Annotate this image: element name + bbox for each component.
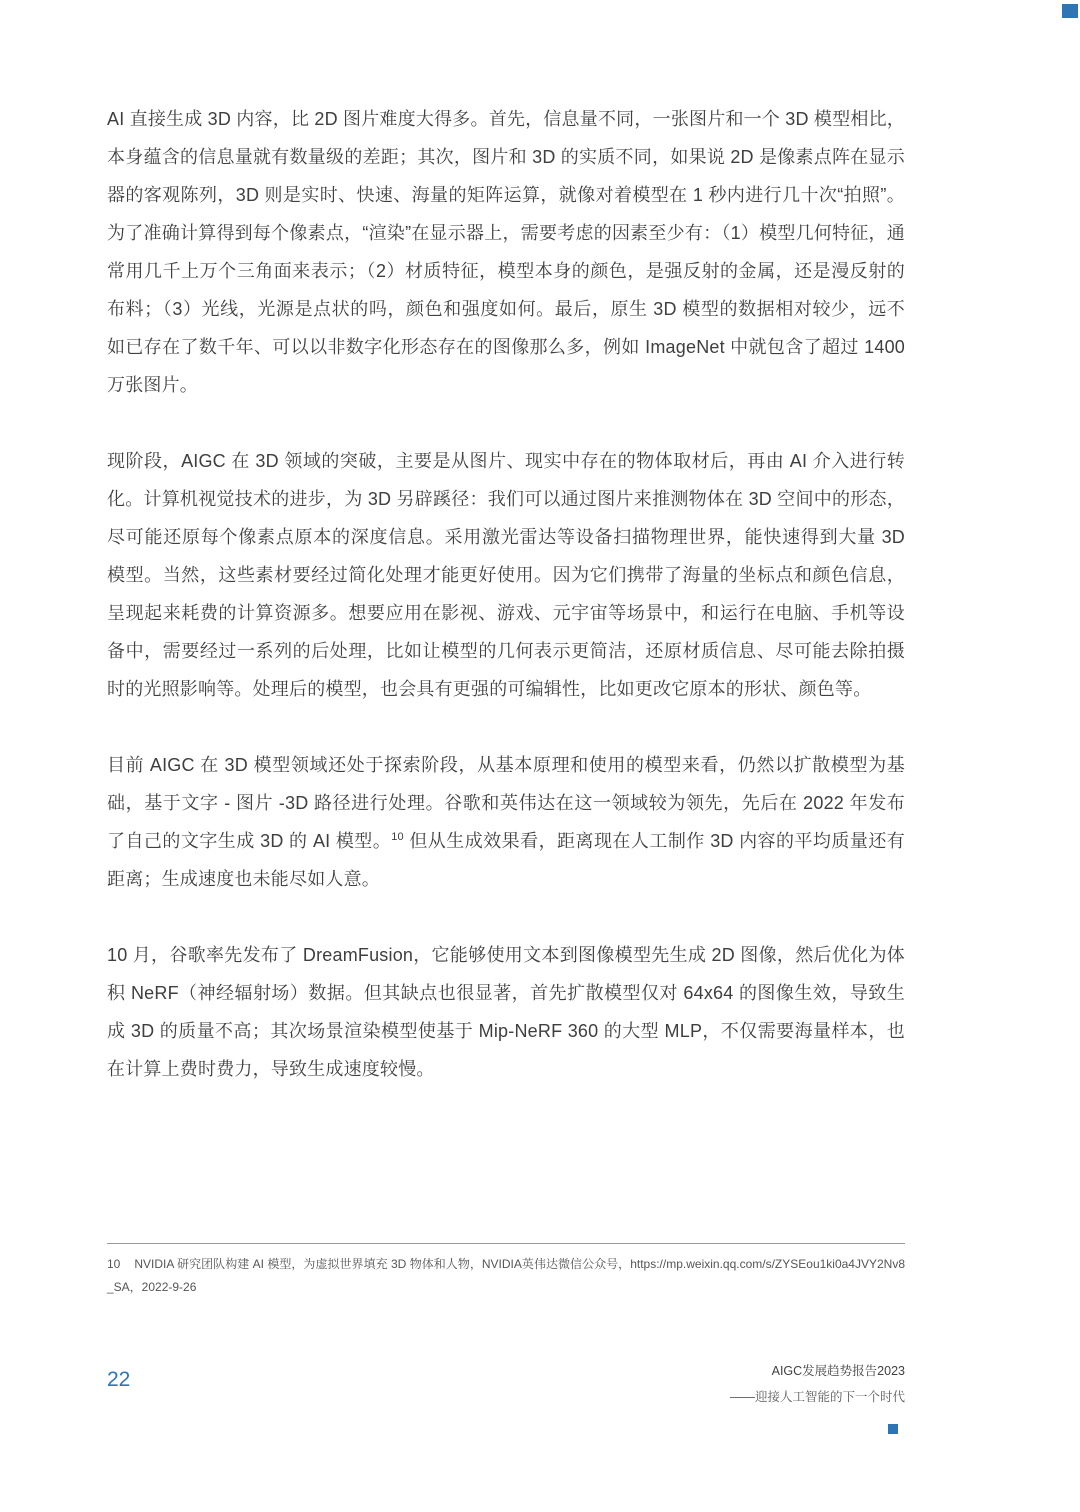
paragraph-3-continuation: 但从生成效果看，距离现在人工制作 3D 内容的平均质量还有距离；生成速度也未能尽如人意。 xyxy=(107,831,905,889)
footnote-section xyxy=(107,1243,905,1299)
paragraph-4: 10 月，谷歌率先发布了 DreamFusion，它能够使用文本到图像模型先生成 2D 图像，然后优化为体积 NeRF（神经辐射场）数据。但其缺点也很显著，首先扩散模型仅对 64x64 的图像生效，导致生成 3D 的质量不高；其次场景渲染模型使基于 Mip-NeRF 360 的大型 MLP，不仅需要海量样本，也在计算上费时费力，导致生成速度较慢。 xyxy=(107,945,905,1079)
report-title-block xyxy=(730,1358,905,1410)
paragraph-2: 现阶段，AIGC 在 3D 领域的突破，主要是从图片、现实中存在的物体取材后，再由 AI 介入进行转化。计算机视觉技术的进步，为 3D 另辟蹊径：我们可以通过图片来推测物体在 3D 空间中的形态，尽可能还原每个像素点原本的深度信息。采用激光雷达等设备扫描物理世界，能快速得到大量 3D 模型。当然，这些素材要经过简化处理才能更好使用。因为它们携带了海量的坐标点和颜色信息，呈现起来耗费的计算资源多。想要应用在影视、游戏、元宇宙等场景中，和运行在电脑、手机等设备中，需要经过一系列的后处理，比如让模型的几何表示更简洁，还原材质信息、尽可能去除拍摄时的光照影响等。处理后的模型，也会具有更强的可编辑性，比如更改它原本的形状、颜色等。 xyxy=(107,451,905,699)
page-content xyxy=(107,100,905,1126)
page-number: 22 xyxy=(107,1368,131,1391)
footnote-reference-marker: 10 xyxy=(391,831,404,843)
footnote-body: NVIDIA 研究团队构建 AI 模型，为虚拟世界填充 3D 物体和人物，NVIDIA英伟达微信公众号，https://mp.weixin.qq.com/s/ZYSEou1ki0a4JVY2Nv8_SA，2022-9-26 xyxy=(107,1257,905,1294)
paragraph-3-text: 目前 AIGC 在 3D 模型领域还处于探索阶段，从基本原理和使用的模型来看，仍然以扩散模型为基础，基于文字 - 图片 -3D 路径进行处理。谷歌和英伟达在这一领域较为领先，先后在 2022 年发布了自己的文字生成 3D 的 AI 模型。 xyxy=(107,755,905,851)
paragraph-1: AI 直接生成 3D 内容，比 2D 图片难度大得多。首先，信息量不同，一张图片和一个 3D 模型相比，本身蕴含的信息量就有数量级的差距；其次，图片和 3D 的实质不同，如果说 2D 是像素点阵在显示器的客观陈列，3D 则是实时、快速、海量的矩阵运算，就像对着模型在 1 秒内进行几十次“拍照”。为了准确计算得到每个像素点，“渲染”在显示器上，需要考虑的因素至少有：（1）模型几何特征，通常用几千上万个三角面来表示；（2）材质特征，模型本身的颜色，是强反射的金属，还是漫反射的布料；（3）光线，光源是点状的吗，颜色和强度如何。最后，原生 3D 模型的数据相对较少，远不如已存在了数千年、可以以非数字化形态存在的图像那么多，例如 ImageNet 中就包含了超过 1400 万张图片。 xyxy=(107,109,905,395)
report-title: AIGC发展趋势报告2023 xyxy=(771,1364,905,1378)
footnote-number: 10 xyxy=(107,1257,121,1271)
footnote-text xyxy=(107,1253,905,1299)
corner-decoration-bottom xyxy=(888,1424,898,1434)
corner-decoration-top xyxy=(1062,4,1078,18)
report-subtitle: ——迎接人工智能的下一个时代 xyxy=(729,1390,905,1404)
paragraph-3 xyxy=(107,746,905,898)
